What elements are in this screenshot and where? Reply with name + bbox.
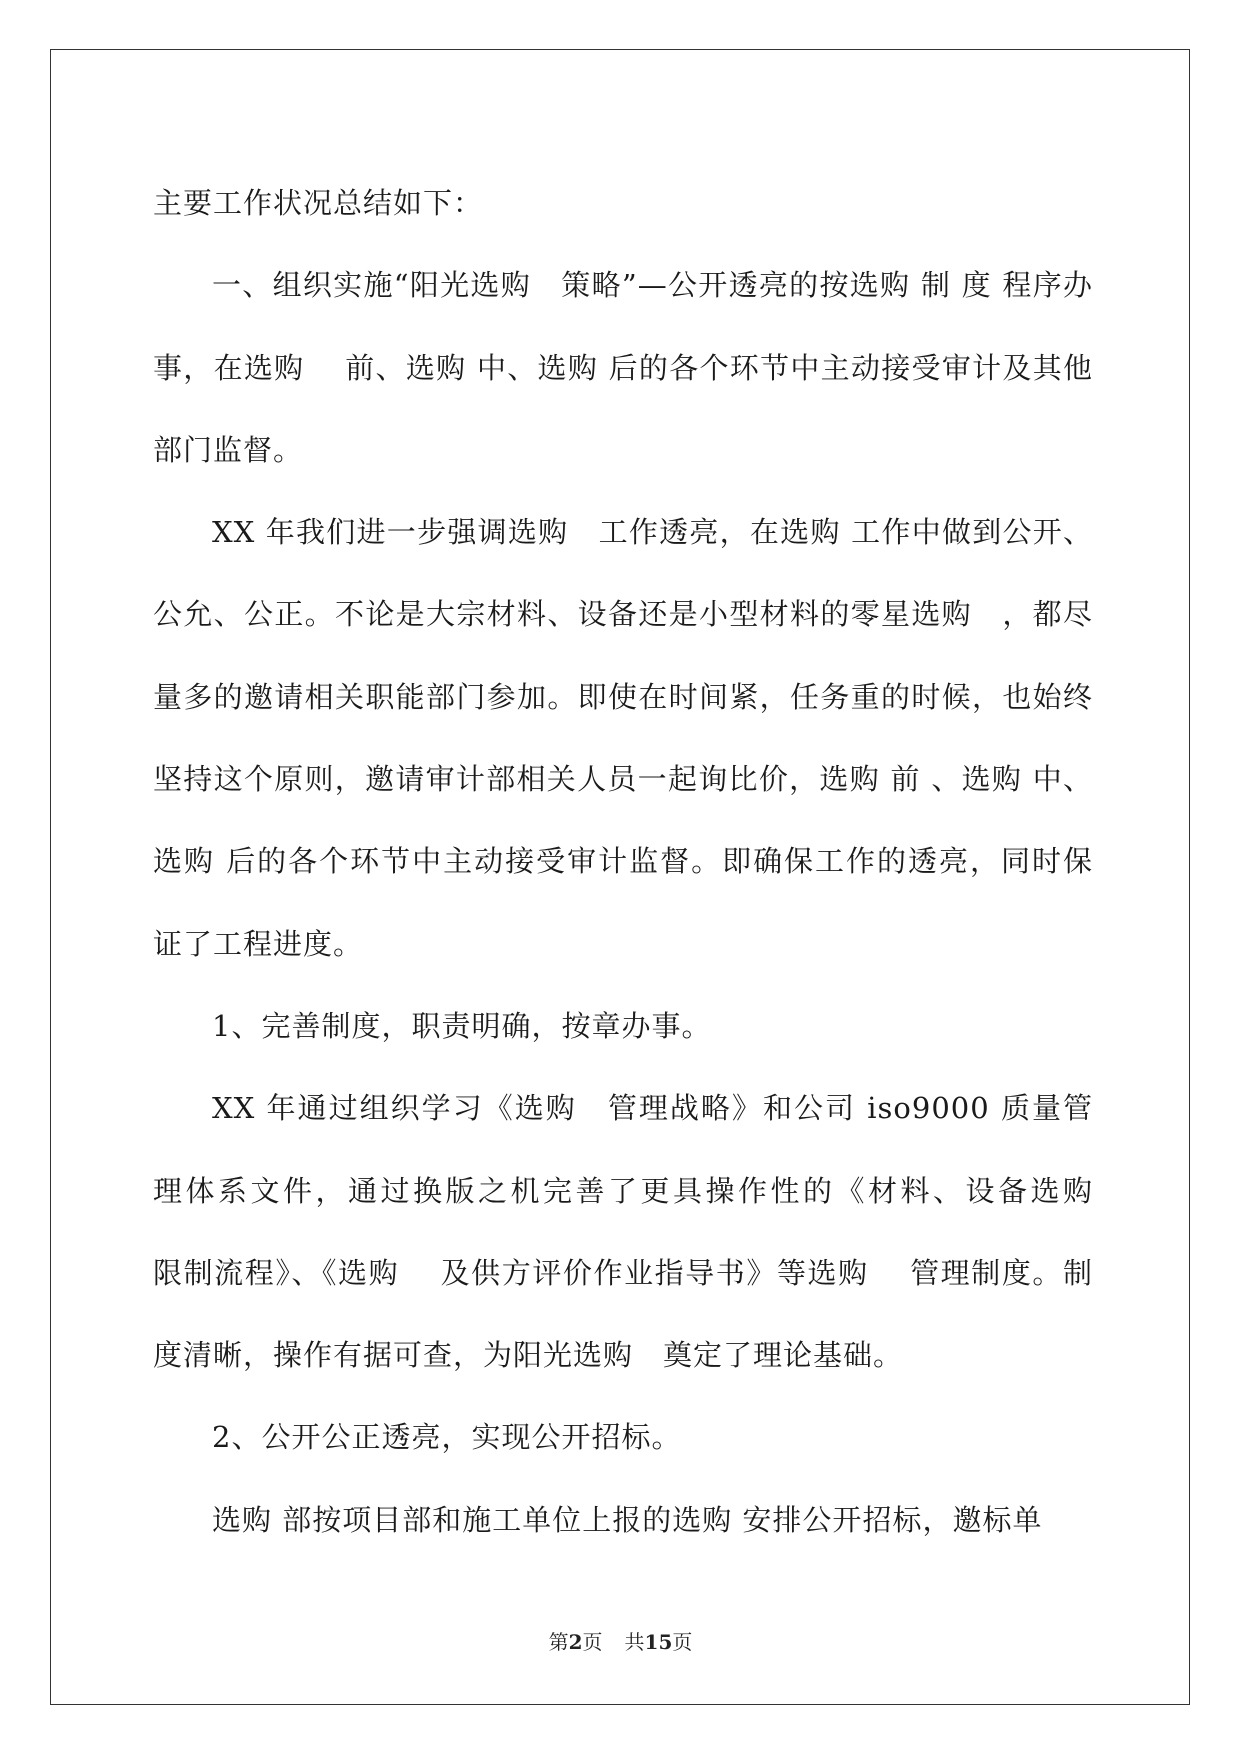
footer-total-prefix: 共 — [624, 1630, 645, 1654]
footer-page-number: 2 — [568, 1630, 583, 1654]
paragraph-transparency: XX 年我们进一步强调选购 工作透亮，在选购 工作中做到公开、公允、公正。不论是大宗材料、设备还是小型材料的零星选购 ，都尽量多的邀请相关职能部门参加。即使在时间紧，任务重的时候，也始终坚持这个原则，邀请审计部相关人员一起询比价，选购 前 、选购 中、选购 后的各个环节中主动接受审计监督。即确保工作的透亮，同时保证了工程进度。 — [153, 515, 1093, 961]
paragraph-summary-intro: 主要工作状况总结如下： — [153, 186, 484, 220]
document-body — [153, 162, 1134, 1561]
page-footer — [0, 1626, 1241, 1655]
paragraph-item-two: 2、公开公正透亮，实现公开招标。 — [212, 1420, 682, 1455]
paragraph-bidding: 选购 部按项目部和施工单位上报的选购 安排公开招标，邀标单 — [212, 1502, 1043, 1537]
footer-total-pages: 15 — [644, 1630, 673, 1654]
paragraph-section-one: 一、组织实施“阳光选购 策略”—公开透亮的按选购 制 度 程序办事，在选购 前、选购 中、选购 后的各个环节中主动接受审计及其他部门监督。 — [153, 268, 1093, 467]
paragraph-item-one: 1、完善制度，职责明确，按章办事。 — [212, 1008, 712, 1043]
footer-total-suffix: 页 — [672, 1630, 693, 1654]
footer-page-suffix: 页 — [582, 1630, 603, 1654]
footer-page-prefix: 第 — [548, 1630, 569, 1654]
paragraph-system-docs: XX 年通过组织学习《选购 管理战略》和公司 iso9000 质量管理体系文件，通过换版之机完善了更具操作性的《材料、设备选购 限制流程》、《选购 及供方评价作业指导书》等选购 管理制度。制度清晰，操作有据可查，为阳光选购 奠定了理论基础。 — [153, 1091, 1134, 1373]
